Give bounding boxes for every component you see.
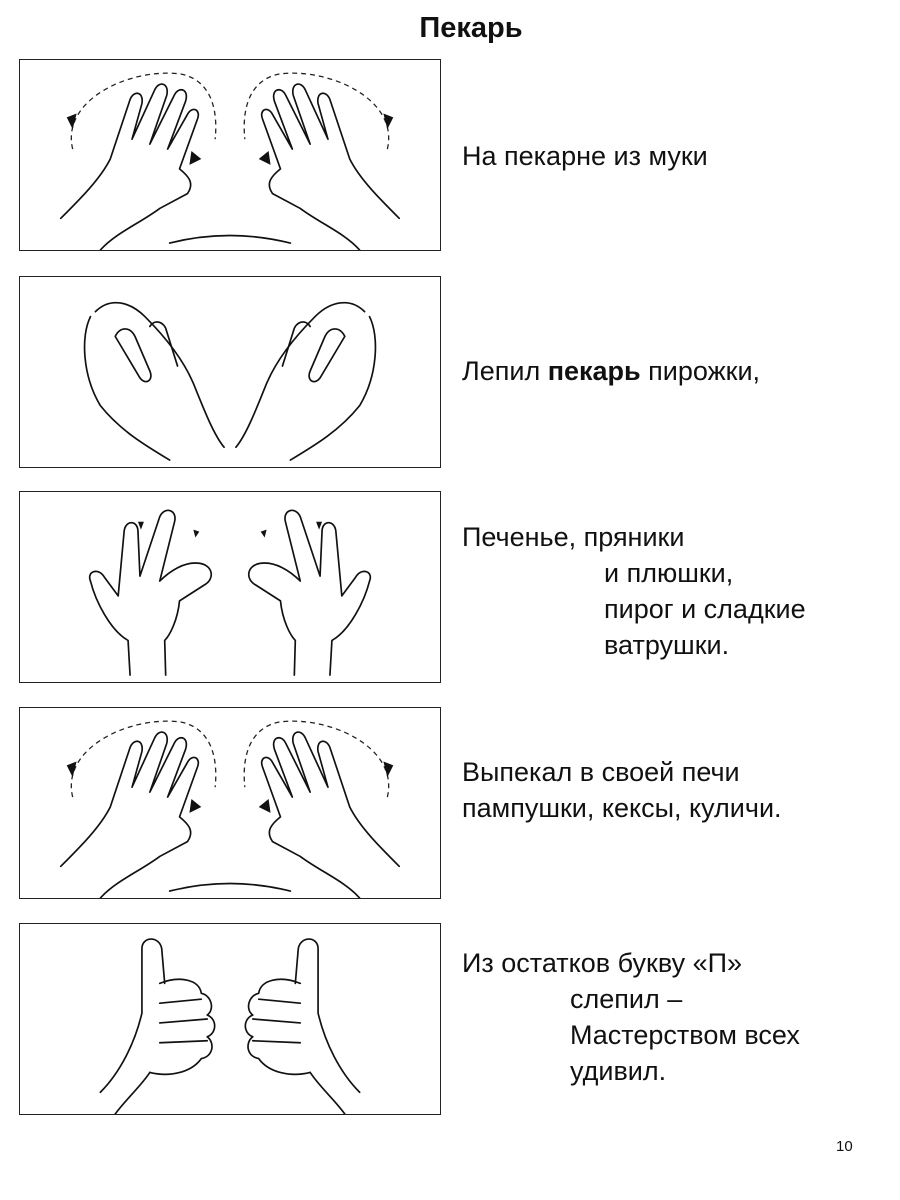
- verse-line: Выпекал в своей печи: [462, 757, 740, 787]
- page-number: 10: [836, 1138, 853, 1155]
- hands-cupped-illustration: [20, 277, 440, 467]
- verse-line: Из остатков букву «П»: [462, 948, 743, 978]
- verse-step-5: [462, 945, 800, 1089]
- illustration-panel-5: [19, 923, 441, 1115]
- verse-line: Мастерством всех: [570, 1020, 800, 1050]
- page-title: Пекарь: [419, 12, 523, 44]
- illustration-panel-3: [19, 491, 441, 683]
- verse-step-3: [462, 519, 806, 663]
- illustration-panel-2: [19, 276, 441, 468]
- verse-line: Печенье, пряники: [462, 522, 685, 552]
- hands-fingers-bending-illustration: [20, 492, 440, 682]
- verse-line: пампушки, кексы, куличи.: [462, 793, 782, 823]
- verse-line: ватрушки.: [604, 630, 730, 660]
- verse-line: удивил.: [570, 1056, 667, 1086]
- hands-palms-rotating-illustration: [20, 708, 440, 898]
- verse-step-1: [462, 138, 708, 174]
- verse-step-4: [462, 754, 782, 826]
- verse-line: Лепил пекарь пирожки,: [462, 356, 761, 386]
- illustration-panel-1: [19, 59, 441, 251]
- verse-line: слепил –: [570, 984, 683, 1014]
- illustration-panel-4: [19, 707, 441, 899]
- verse-bold-word: пекарь: [547, 356, 641, 386]
- verse-line: На пекарне из муки: [462, 141, 708, 171]
- verse-step-2: [462, 353, 760, 389]
- verse-line: пирог и сладкие: [604, 594, 806, 624]
- hands-thumbs-up-illustration: [20, 924, 440, 1114]
- verse-line: и плюшки,: [604, 558, 734, 588]
- hands-palms-rotating-illustration: [20, 60, 440, 250]
